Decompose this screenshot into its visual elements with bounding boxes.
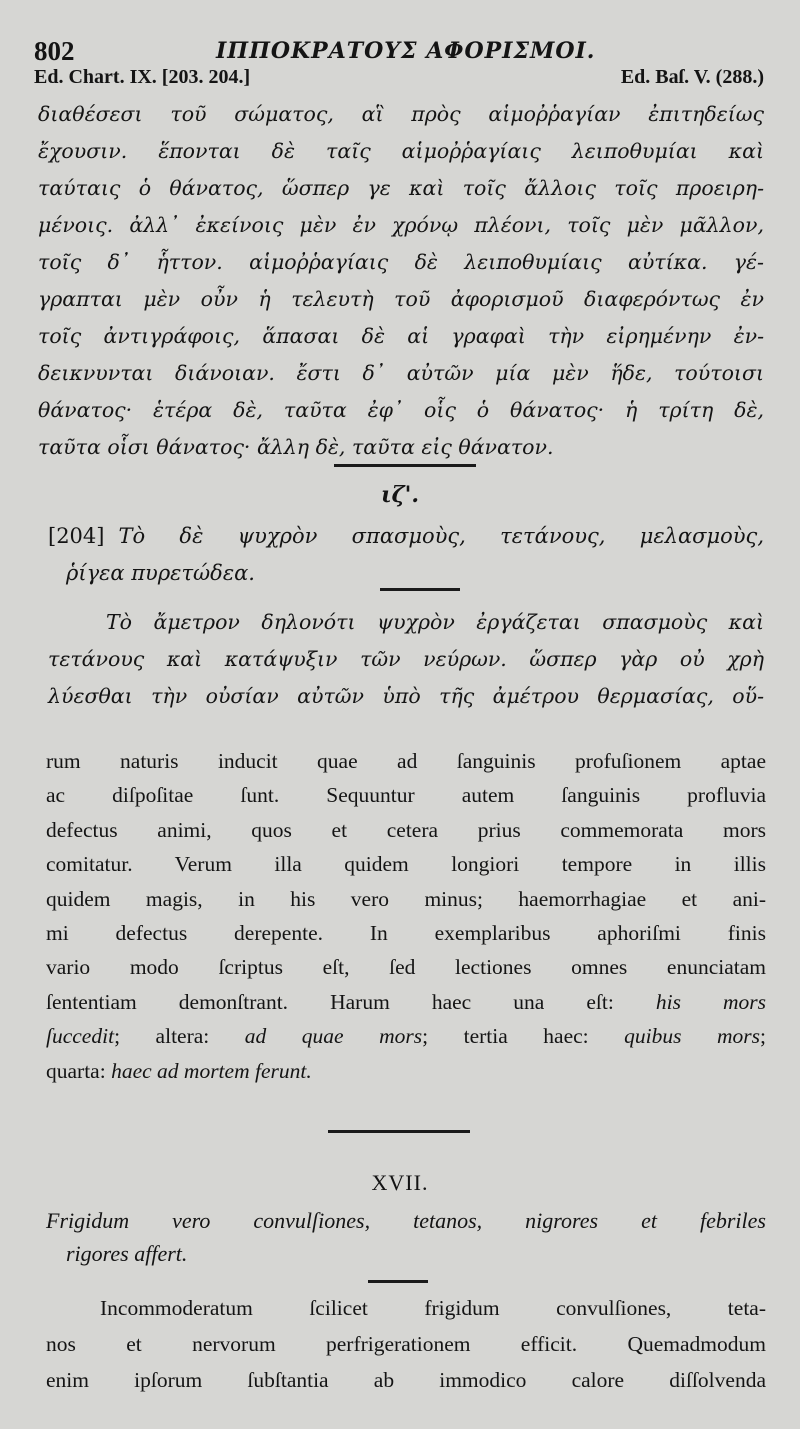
aphorism-divider: [368, 1280, 428, 1283]
latin-text-line: mi defectus derepente. In exemplaribus aphoriſmi finis: [46, 921, 766, 946]
page-header: [34, 30, 760, 70]
edition-basel-reference: Ed. Baſ. V. (288.): [620, 66, 764, 88]
reading-his-mors: his mors: [655, 989, 766, 1014]
latin-text-line: comitatur. Verum illa quidem longiori tempore in illis: [46, 852, 766, 877]
greek-text-line: τοῖς ἀντιγράφοις, ἅπασαι δὲ αἱ γραφαὶ τὴν εἰρημένην ἐν-: [38, 324, 764, 348]
greek-text-line: δεικνυνται διάνοιαν. ἔστι δ᾽ αὐτῶν μία μὲν ἥδε, τούτοισι: [38, 361, 764, 385]
page-number: 802: [34, 36, 75, 66]
section-divider: [334, 464, 476, 467]
latin-text-line: [46, 1054, 766, 1088]
greek-text-line: ταῦτα οἷσι θάνατος· ἄλλη δὲ, ταῦτα εἰς θάνατον.: [38, 435, 554, 459]
greek-commentary-continuation: [38, 96, 764, 466]
latin-aphorism-line: Frigidum vero convulſiones, tetanos, nigrores et febriles: [46, 1208, 766, 1233]
aphorism-number: [204]: [48, 524, 105, 548]
latin-text-segment: ſententiam demonſtrant. Harum haec una eſt:: [46, 989, 614, 1014]
latin-aphorism: [46, 1204, 766, 1270]
greek-text-line: μένοις. ἀλλ᾽ ἐκείνοις μὲν ἐν χρόνῳ πλέονι, τοῖς μὲν μᾶλλον,: [38, 213, 764, 237]
aphorism-divider: [380, 588, 460, 591]
quarta-label: quarta:: [46, 1058, 106, 1083]
edition-references: [34, 66, 764, 94]
latin-section-number: XVII.: [371, 1170, 429, 1195]
greek-text-line: τοῖς δ᾽ ἧττον. αἱμοῤῥαγίαις δὲ λειποθυμίαις αὐτίκα. γέ-: [38, 250, 764, 274]
greek-aphorism-line: ῥίγεα πυρετώδεα.: [66, 561, 255, 585]
latin-text-line: ac diſpoſitae ſunt. Sequuntur autem ſanguinis profluvia: [46, 783, 766, 808]
latin-text-line: vario modo ſcriptus eſt, ſed lectiones omnes enunciatam: [46, 955, 766, 980]
latin-aphorism-line: rigores affert.: [66, 1241, 188, 1266]
greek-commentary-line: τετάνους καὶ κατάψυξιν τῶν νεύρων. ὥσπερ γὰρ οὐ χρὴ: [48, 647, 764, 671]
latin-text-line: quidem magis, in his vero minus; haemorrhagiae et ani-: [46, 886, 766, 911]
reading-quibus-mors: quibus mors: [624, 1024, 761, 1049]
greek-text-line: ἔχουσιν. ἕπονται δὲ ταῖς αἱμοῤῥαγίαις λειποθυμίαι καὶ: [38, 139, 764, 163]
greek-commentary-line: λύεσθαι τὴν οὐσίαν αὐτῶν ὑπὸ τῆς ἀμέτρου θερμασίας, οὕ-: [48, 684, 764, 708]
latin-text-line: [46, 985, 766, 1019]
latin-text-line: defectus animi, quos et cetera prius commemorata mors: [46, 817, 766, 842]
tertia-label: ; tertia haec:: [422, 1024, 589, 1049]
greek-commentary-line: Τὸ ἄμετρον δηλονότι ψυχρὸν ἐργάζεται σπασμοὺς καὶ: [106, 610, 764, 634]
greek-aphorism-line: [48, 518, 764, 555]
latin-commentary-line: enim ipſorum ſubſtantia ab immodico calore diſſolvenda: [46, 1368, 766, 1392]
greek-text-line: ταύταις ὁ θάνατος, ὥσπερ γε καὶ τοῖς ἄλλοις τοῖς προειρη-: [38, 176, 764, 200]
latin-text-line: [46, 1019, 766, 1053]
reading-haec-ad-mortem-ferunt: haec ad mortem ferunt.: [111, 1058, 312, 1083]
latin-text-line: rum naturis inducit quae ad ſanguinis profuſionem aptae: [46, 749, 766, 773]
latin-commentary-line: nos et nervorum perfrigerationem efficit. Quemadmodum: [46, 1332, 766, 1356]
edition-chartier-reference: Ed. Chart. IX. [203. 204.]: [34, 66, 251, 88]
latin-commentary-line: Incommoderatum ſcilicet frigidum convulſiones, teta-: [100, 1296, 766, 1320]
latin-commentary: [46, 1290, 766, 1398]
greek-text-line: γραπται μὲν οὖν ἡ τελευτὴ τοῦ ἀφορισμοῦ διαφερόντως ἐν: [38, 287, 764, 311]
greek-text-line: θάνατος· ἑτέρα δὲ, ταῦτα ἐφ᾽ οἷς ὁ θάνατος· ἡ τρίτη δὲ,: [38, 398, 764, 422]
reading-succedit: ſuccedit: [46, 1024, 115, 1049]
greek-commentary: [48, 604, 764, 715]
greek-aphorism: [48, 518, 764, 592]
reading-ad-quae-mors: ad quae mors: [244, 1024, 423, 1049]
altera-label: ; altera:: [114, 1024, 210, 1049]
running-title: ΙΠΠΟΚΡΑΤΟΥΣ ΑΦΟΡΙΣΜΟΙ.: [216, 38, 596, 64]
greek-text-line: διαθέσεσι τοῦ σώματος, αἳ πρὸς αἱμοῤῥαγίαν ἐπιτηδείως: [38, 102, 764, 126]
section-divider: [328, 1130, 470, 1133]
semicolon: ;: [760, 1024, 766, 1049]
greek-section-number: ιζ'.: [380, 482, 420, 508]
latin-commentary-continuation: [46, 744, 766, 1088]
greek-aphorism-text: Τὸ δὲ ψυχρὸν σπασμοὺς, τετάνους, μελασμοὺς,: [118, 524, 764, 548]
